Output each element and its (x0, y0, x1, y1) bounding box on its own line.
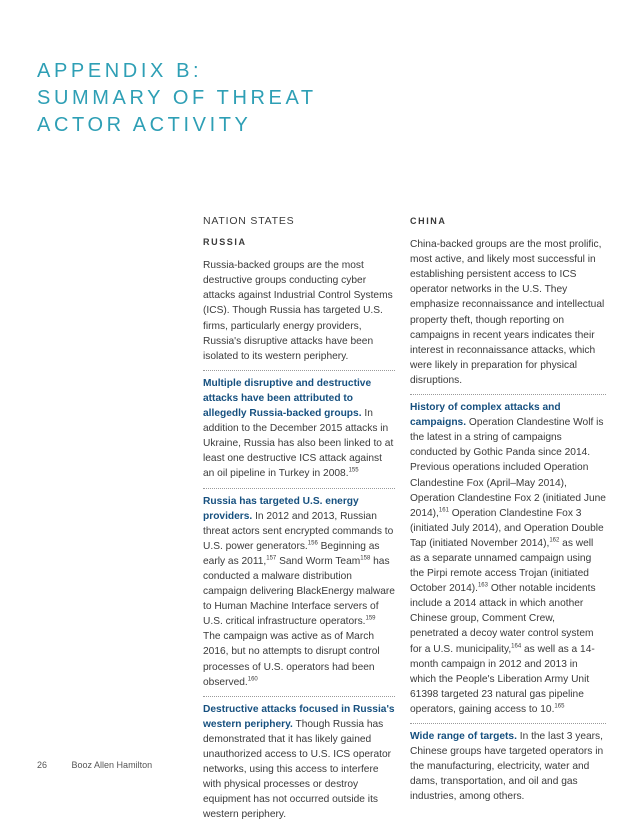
paragraph-heading: History of complex attacks and campaigns. (410, 402, 561, 429)
footnote-ref: 164 (511, 643, 522, 650)
footnote-ref: 155 (348, 468, 359, 475)
page-footer (37, 760, 152, 770)
section-heading: NATION STATES (203, 215, 295, 227)
footnote-ref: 165 (554, 703, 565, 710)
china-intro: China-backed groups are the most prolific, most active, and likely most successful in establishing persistent access to ICS operator networks in the U.S. They emphasize reconnaissance and intellectual property theft, though reporting on campaigns in recent years indicates their interest in reconnaissance attacks, which were likely in preparation for physical disruptions. (410, 239, 605, 386)
china-paragraph-2: Wide range of targets. In the last 3 years, Chinese groups have targeted operators in the manufacturing, electricity, water and dams, transportation, and oil and gas industries, among others. (410, 731, 604, 803)
footer-brand: Booz Allen Hamilton (71, 760, 153, 770)
subsection-heading-china: CHINA (410, 216, 447, 226)
russia-paragraph-3: Destructive attacks focused in Russia's western periphery. Though Russia has demonstrated that it has likely gained unauthorized access to U.S. ICS operator networks, using this access to interfere with physical processes or destroy equipment has not occurred outside its western periphery. (203, 703, 395, 821)
title-line-2: SUMMARY OF THREAT (37, 87, 317, 109)
page-number: 26 (37, 760, 48, 770)
footnote-ref: 161 (438, 507, 449, 514)
title-line-3: ACTOR ACTIVITY (37, 114, 252, 136)
subsection-heading-russia: RUSSIA (203, 237, 247, 248)
footnote-ref: 157 (266, 555, 277, 562)
footnote-ref: 160 (247, 676, 258, 683)
paragraph-heading: Multiple disruptive and destructive attacks have been attributed to allegedly Russia-backed groups. (203, 377, 372, 420)
russia-paragraph-1: Multiple disruptive and destructive attacks have been attributed to allegedly Russia-backed groups. In addition to the December 2015 attacks in Ukraine, Russia has also been linked to at least one destructive ICS attack against an oil pipeline in Turkey in 2008.$^{155}$ (203, 377, 394, 480)
right-column (410, 210, 606, 810)
footnote-ref: 158 (360, 555, 371, 562)
russia-intro: Russia-backed groups are the most destructive groups conducting cyber attacks against Industrial Control Systems (ICS). Though Russia has targeted U.S. firms, particularly energy providers, Russia's disruptive attacks have been isolated to its western periphery. (203, 260, 393, 362)
divider (203, 696, 395, 697)
russia-paragraph-2: Russia has targeted U.S. energy providers. In 2012 and 2013, Russian threat actors sent encrypted commands to U.S. power generators.$^{156}$ Beginning as early as 2011,$^{157}$ Sand Worm Team$^{158}$ has conducted a malware distribution campaign delivering BlackEnergy malware to Human Machine Interface servers of U.S. critical infrastructure operators.$^{159}$ The campaign was active as of March 2016, but no attempts to disrupt control processes of U.S. operators had been observed.$^{160}$ (203, 495, 395, 688)
divider (203, 488, 395, 489)
paragraph-heading: Wide range of targets. (410, 731, 517, 742)
footnote-ref: 159 (365, 615, 376, 622)
divider (203, 370, 395, 371)
footnote-ref: 156 (307, 540, 318, 547)
footnote-ref: 162 (549, 537, 560, 544)
left-column (203, 210, 395, 828)
divider (410, 394, 606, 395)
footnote-ref: 163 (477, 582, 488, 589)
paragraph-heading: Russia has targeted U.S. energy providers. (203, 495, 359, 522)
china-paragraph-1: History of complex attacks and campaigns. Operation Clandestine Wolf is the latest in a string of campaigns conducted by Gothic Panda since 2014. Previous operations included Operation Clandestine Fox (April–May 2014), Operation Clandestine Fox 2 (initiated June 2014),$^{161}$ Operation Clandestine Fox 3 (initiated July 2014), and Operation Double Tap (initiated November 2014),$^{162}$ as well as a separate unnamed campaign using the Pirpi remote access Trojan (initiated October 2014).$^{163}$ Other notable incidents include a 2014 attack in which another Chinese group, Comment Crew, penetrated a decoy water control system for a U.S. municipality,$^{164}$ as well as a 14-month campaign in 2012 and 2013 in which the People's Liberation Army Unit 61398 targeted 23 natural gas pipeline operators, gaining access to 10.$^{165}$ (410, 402, 606, 715)
paragraph-heading: Destructive attacks focused in Russia's western periphery. (203, 703, 395, 730)
title-line-1: APPENDIX B: (37, 60, 203, 82)
divider (410, 723, 606, 724)
page-title (37, 58, 317, 139)
